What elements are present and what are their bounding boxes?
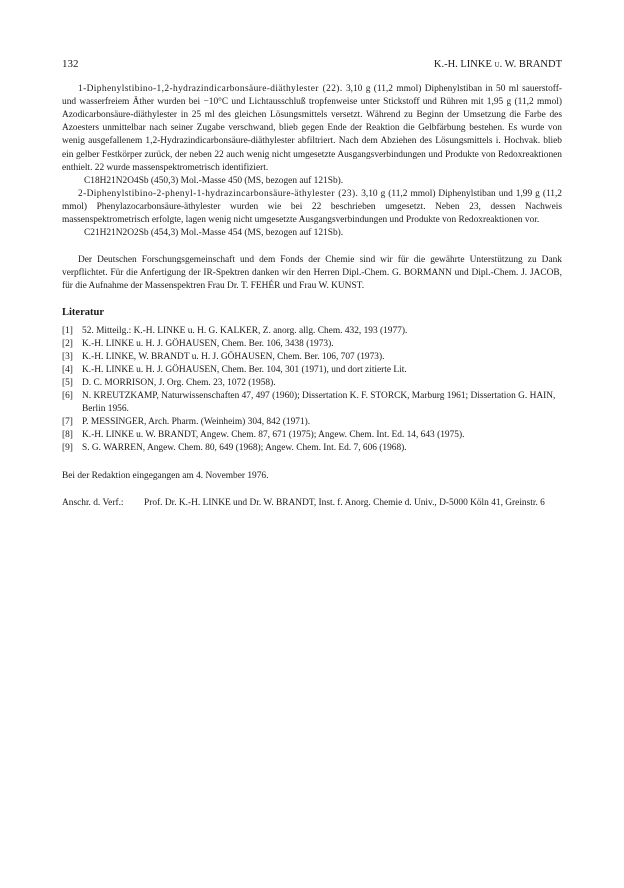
address-label: Anschr. d. Verf.: xyxy=(62,497,124,508)
running-header xyxy=(62,58,562,71)
document-page xyxy=(62,58,562,510)
literature-heading: Literatur xyxy=(62,306,104,318)
compound-23-formula: C21H21N2O2Sb (454,3) Mol.-Masse 454 (MS, bezogen auf 121Sb). xyxy=(84,228,344,239)
reference-item: [6] N. KREUTZKAMP, Naturwissenschaften 47, 497 (1960); Dissertation K. F. STORCK, Marburg 1961; Dissertation G. HAIN, Berlin 1956. xyxy=(62,391,556,415)
compound-23-procedure: 3,10 g (11,2 mmol) Diphenylstiban und 1,99 g (11,2 mmol) Phenylazocarbonsäure-äthylester wurden wie bei 22 beschrieben umgesetzt. Neben 23, dessen Nachweis massenspektrometrisch erfolgte, lagen wenig nicht umgesetzte Ausgangsverbindungen und Produkte von Redoxreaktionen vor. xyxy=(62,188,562,226)
reference-item: [4] K.-H. LINKE u. H. J. GÖHAUSEN, Chem. Ber. 104, 301 (1971), und dort zitierte Lit. xyxy=(62,364,407,375)
acknowledgement: Der Deutschen Forschungsgemeinschaft und dem Fonds der Chemie sind wir für die gewährte Unterstützung zu Dank verpflichtet. Für die Anfertigung der IR-Spektren danken wir den Herren Dipl.-Chem. G. BORMANN und Dipl.-Chem. J. JACOB, für die Aufnahme der Massenspektren Frau Dr. T. FEHÉR und Frau W. KUNST. xyxy=(62,255,562,292)
reference-item: [8] K.-H. LINKE u. W. BRANDT, Angew. Chem. 87, 671 (1975); Angew. Chem. Int. Ed. 14, 643 (1975). xyxy=(62,430,465,441)
compound-22-formula: C18H21N2O4Sb (450,3) Mol.-Masse 450 (MS, bezogen auf 121Sb). xyxy=(84,175,344,186)
reference-item: [1] 52. Mitteilg.: K.-H. LINKE u. H. G. KALKER, Z. anorg. allg. Chem. 432, 193 (1977). xyxy=(62,325,408,336)
page-number: 132 xyxy=(62,58,79,70)
reference-list xyxy=(62,325,562,456)
reference-item: [9] S. G. WARREN, Angew. Chem. 80, 649 (1968); Angew. Chem. Int. Ed. 7, 606 (1968). xyxy=(62,443,407,454)
reference-item: [3] K.-H. LINKE, W. BRANDT u. H. J. GÖHAUSEN, Chem. Ber. 106, 707 (1973). xyxy=(62,351,385,362)
experimental-paragraph-22 xyxy=(62,83,562,175)
compound-22-procedure: 3,10 g (11,2 mmol) Diphenylstiban in 50 ml sauerstoff- und wasserfreiem Äther wurden bei −10°C und Lichtausschluß tropfenweise unter Stickstoff und Rühren mit 1,95 g (11,2 mmol) Azodicarbonsäure-diäthylester in 25 ml des gleichen Lösungsmittels versetzt. Während zu Beginn der Umsetzung die Farbe des Azoesters unmittelbar nach seiner Zugabe verschwand, blieb gegen Ende der Reaktion die Gelbfärbung bestehen. Es wurde von wenig ausgefallenem 1,2-Hydrazindicarbonsäure-diäthylester abfiltriert. Nach dem Abziehen des Lösungsmittels i. Hochvak. blieb ein gelber Festkörper zurück, der neben 22 auch wenig nicht umgesetzte Ausgangsverbindungen und Produkte von Redoxreaktionen enthielt. 22 wurde massenspektrometrisch identifiziert. xyxy=(62,84,562,173)
compound-22-name: 1-Diphenylstibino-1,2-hydrazindicarbonsäure-diäthylester (22). xyxy=(78,84,343,95)
reference-item: [5] D. C. MORRISON, J. Org. Chem. 23, 1072 (1958). xyxy=(62,377,276,388)
reference-item: [2] K.-H. LINKE u. H. J. GÖHAUSEN, Chem. Ber. 106, 3438 (1973). xyxy=(62,338,334,349)
author-address xyxy=(62,497,562,510)
received-date: Bei der Redaktion eingegangen am 4. November 1976. xyxy=(62,470,269,481)
compound-23-name: 2-Diphenylstibino-2-phenyl-1-hydrazincarbonsäure-äthylester (23). xyxy=(78,188,359,199)
experimental-paragraph-23 xyxy=(62,188,562,227)
reference-item: [7] P. MESSINGER, Arch. Pharm. (Weinheim) 304, 842 (1971). xyxy=(62,417,311,428)
running-authors: K.-H. LINKE u. W. BRANDT xyxy=(433,59,562,70)
address-text: Prof. Dr. K.-H. LINKE und Dr. W. BRANDT, Inst. f. Anorg. Chemie d. Univ., D-5000 Köln 41, Greinstr. 6 xyxy=(144,497,545,508)
